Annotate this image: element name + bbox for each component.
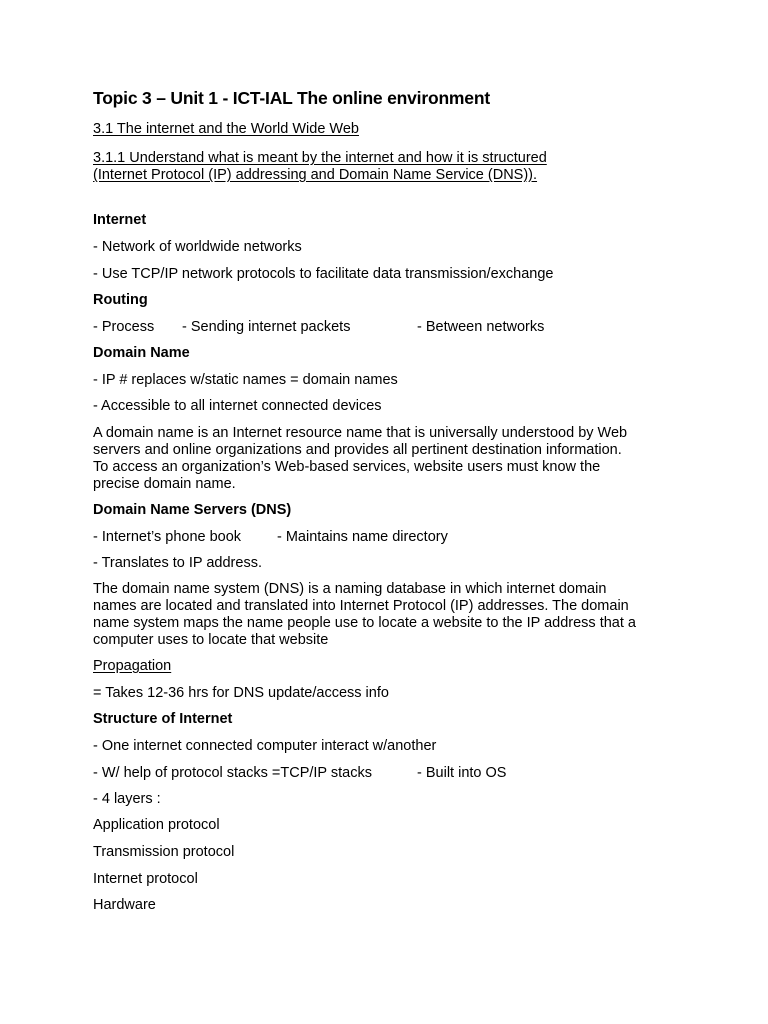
domain-name-paragraph-line-3: To access an organization’s Web-based services, website users must know the [93,459,601,475]
propagation-point: = Takes 12-36 hrs for DNS update/access info [93,685,389,701]
dns-point-3: - Translates to IP address. [93,555,262,571]
subsection-line-1: 3.1.1 Understand what is meant by the internet and how it is structured [93,150,547,166]
routing-points [93,319,693,336]
dns-paragraph-line-2: names are located and translated into Internet Protocol (IP) addresses. The domain [93,598,629,614]
dns-point-2: - Maintains name directory [277,529,448,545]
structure-heading: Structure of Internet [93,711,233,727]
dns-paragraph-line-3: name system maps the name people use to locate a website to the IP address that a [93,615,636,631]
structure-points [93,765,693,782]
structure-point-4: - 4 layers : [93,791,161,807]
section-heading: 3.1 The internet and the World Wide Web [93,121,359,137]
subsection-line-2: (Internet Protocol (IP) addressing and Domain Name Service (DNS)). [93,167,538,183]
subsection-heading [93,150,685,184]
dns-heading: Domain Name Servers (DNS) [93,502,292,518]
domain-name-paragraph-line-2: servers and online organizations and provides all pertinent destination information. [93,442,622,458]
document-page [93,0,693,1024]
dns-point-1: - Internet’s phone book [93,529,242,545]
internet-point-1: - Network of worldwide networks [93,239,302,255]
domain-name-point-1: - IP # replaces w/static names = domain names [93,372,398,388]
routing-point-1: - Process [93,319,155,335]
structure-point-2: - W/ help of protocol stacks =TCP/IP stacks [93,765,372,781]
structure-point-1: - One internet connected computer interact w/another [93,738,437,754]
dns-paragraph [93,581,685,649]
structure-point-3: - Built into OS [417,765,507,781]
domain-name-heading: Domain Name [93,345,190,361]
routing-point-3: - Between networks [417,319,545,335]
domain-name-paragraph [93,425,685,493]
internet-heading: Internet [93,212,147,228]
layer-item: Hardware [93,897,156,913]
internet-point-2: - Use TCP/IP network protocols to facilitate data transmission/exchange [93,266,554,282]
layer-item: Internet protocol [93,871,198,887]
routing-point-2: - Sending internet packets [182,319,351,335]
domain-name-point-2: - Accessible to all internet connected devices [93,398,382,414]
layer-item: Transmission protocol [93,844,235,860]
dns-paragraph-line-1: The domain name system (DNS) is a naming database in which internet domain [93,581,607,597]
dns-points [93,529,693,546]
document-title: Topic 3 – Unit 1 - ICT-IAL The online environment [93,88,490,108]
dns-paragraph-line-4: computer uses to locate that website [93,632,329,648]
domain-name-paragraph-line-1: A domain name is an Internet resource name that is universally understood by Web [93,425,628,441]
layer-item: Application protocol [93,817,220,833]
routing-heading: Routing [93,292,148,308]
propagation-heading: Propagation [93,658,172,674]
domain-name-paragraph-line-4: precise domain name. [93,476,236,492]
